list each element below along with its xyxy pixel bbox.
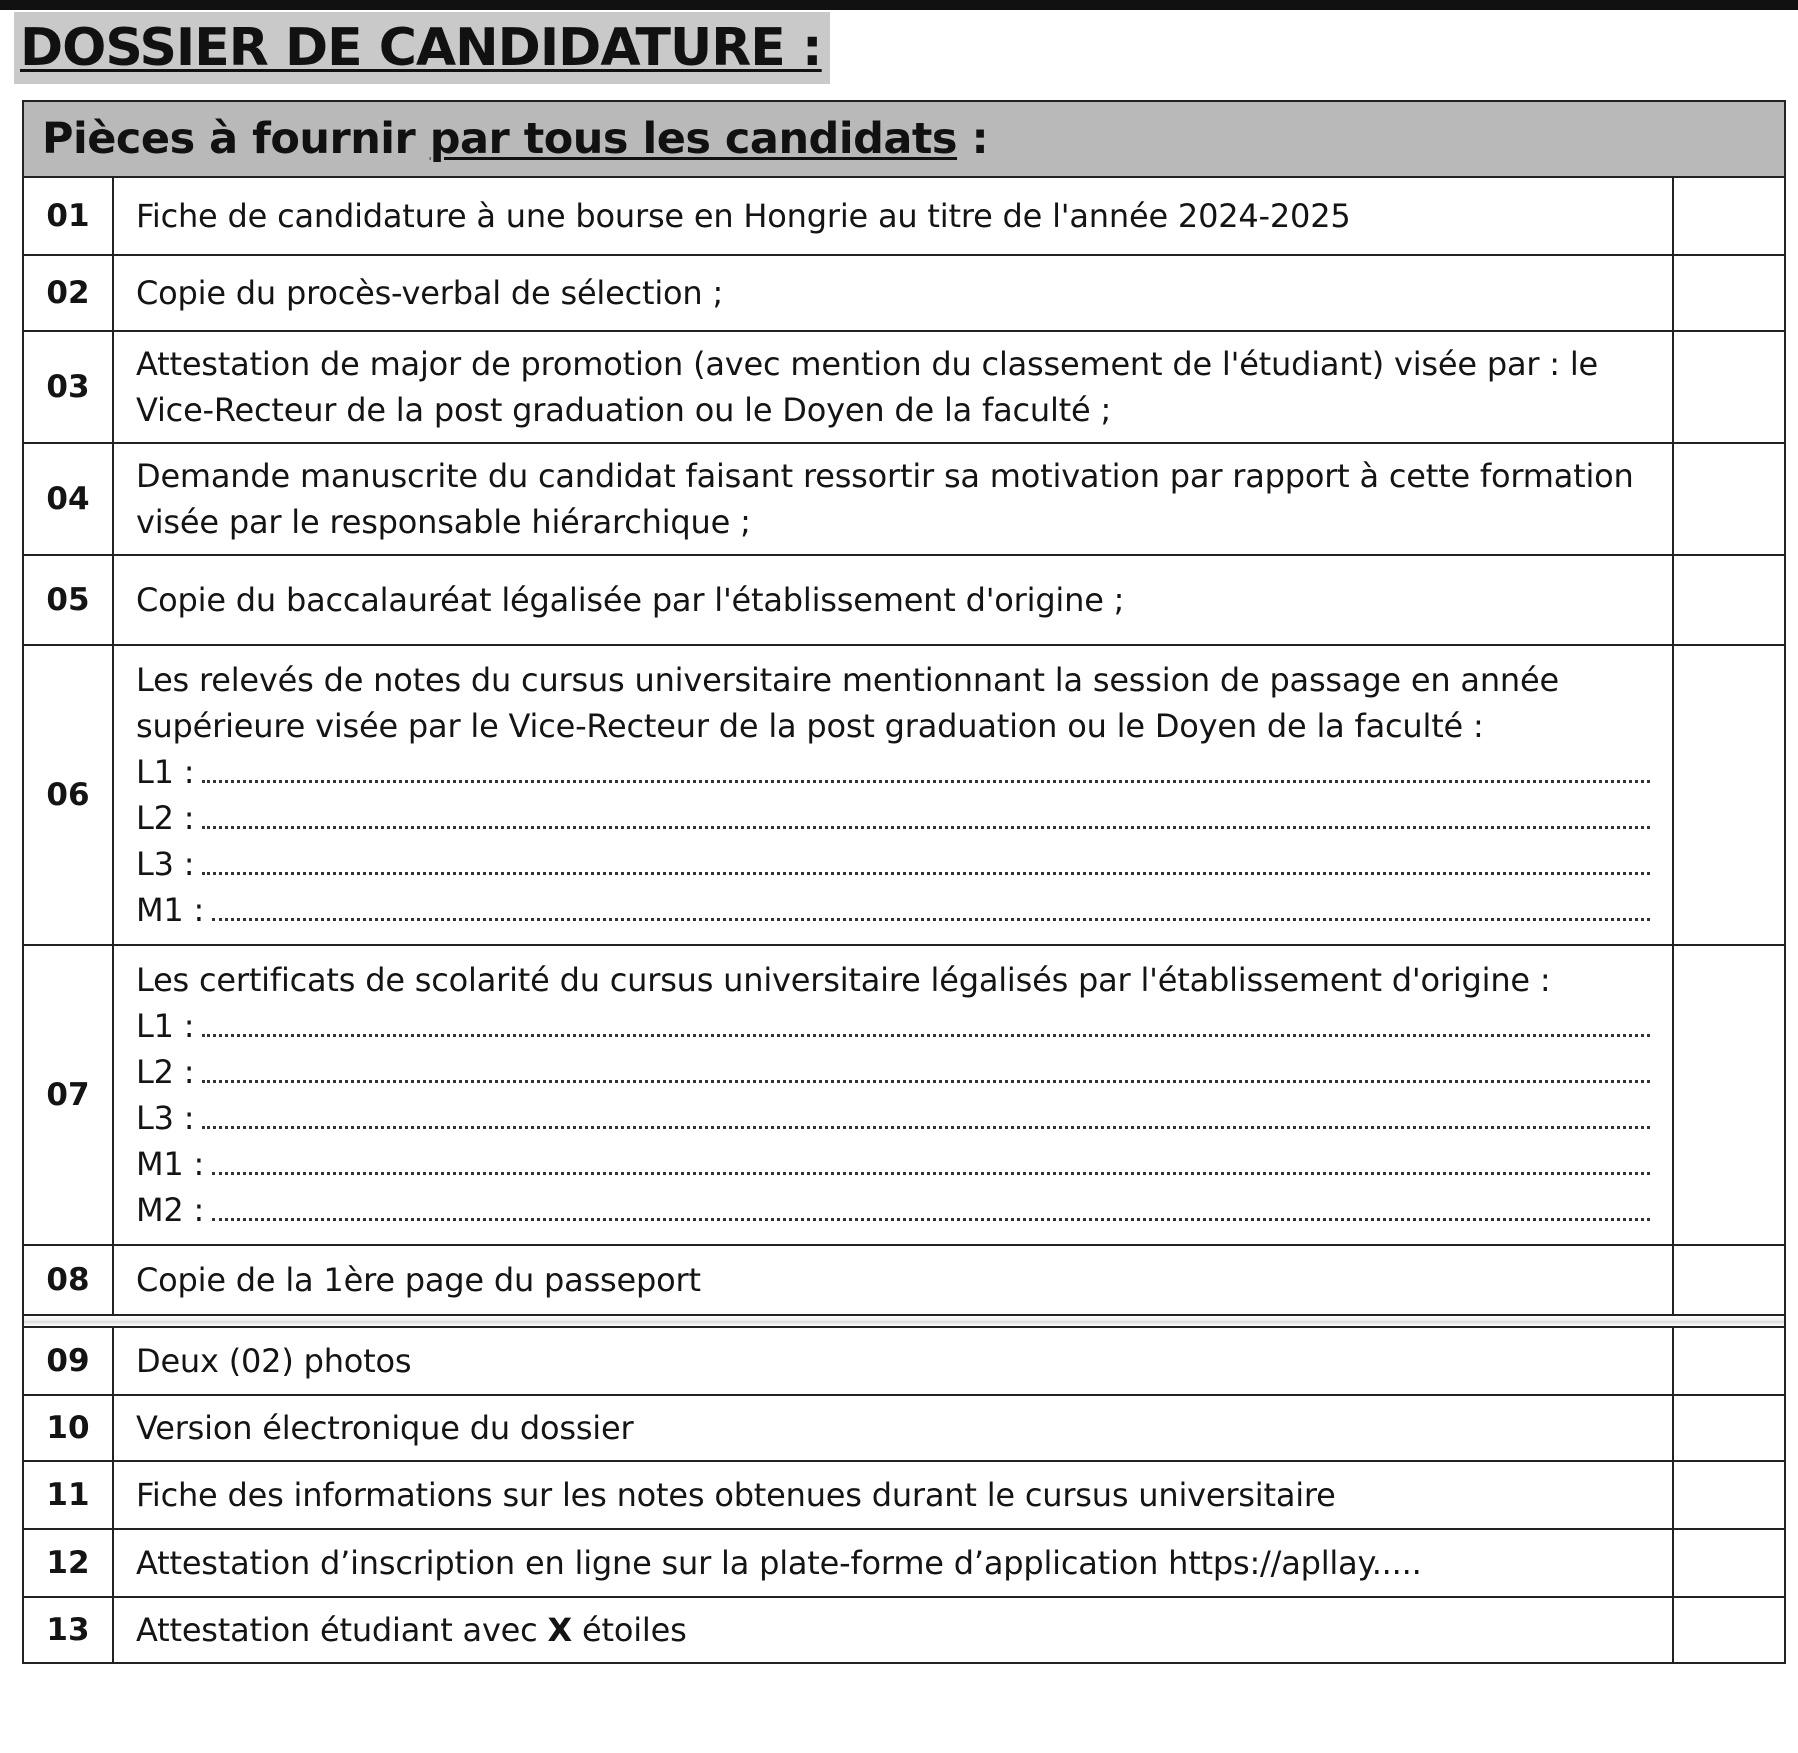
dotted-line	[212, 918, 1650, 921]
fill-field-l2[interactable]	[136, 795, 1650, 841]
checkbox-cell[interactable]	[1673, 945, 1785, 1245]
checkbox-cell[interactable]	[1673, 177, 1785, 255]
dotted-line	[212, 1172, 1650, 1175]
table-row	[23, 1529, 1785, 1597]
item-description: Copie du procès-verbal de sélection ;	[113, 255, 1673, 331]
item-description: Version électronique du dossier	[113, 1395, 1673, 1461]
table-row	[23, 645, 1785, 945]
table-row	[23, 945, 1785, 1245]
top-border	[0, 0, 1798, 10]
checkbox-cell[interactable]	[1673, 331, 1785, 443]
checkbox-cell[interactable]	[1673, 1529, 1785, 1597]
item-number: 10	[23, 1395, 113, 1461]
dotted-line	[202, 780, 1650, 783]
section-header-underlined: par tous les candidats	[429, 114, 958, 164]
dotted-line	[202, 1126, 1650, 1129]
item-number: 04	[23, 443, 113, 555]
item-number: 08	[23, 1245, 113, 1315]
requirements-sheet	[22, 100, 1786, 1664]
item-description: Copie de la 1ère page du passeport	[113, 1245, 1673, 1315]
checkbox-cell[interactable]	[1673, 1245, 1785, 1315]
section-header-suffix: :	[957, 114, 989, 164]
field-label: M1 :	[136, 1145, 205, 1183]
item-number: 01	[23, 177, 113, 255]
item-description	[113, 945, 1673, 1245]
item-description: Attestation de major de promotion (avec mention du classement de l'étudiant) visée par : le Vice-Recteur de la post graduation ou le Doyen de la faculté ;	[113, 331, 1673, 443]
item-description: Fiche de candidature à une bourse en Hongrie au titre de l'année 2024-2025	[113, 177, 1673, 255]
fill-field-l1[interactable]	[136, 749, 1650, 795]
table-row	[23, 1597, 1785, 1663]
item-number: 12	[23, 1529, 113, 1597]
field-label: L3 :	[136, 1099, 195, 1137]
field-label: L1 :	[136, 753, 195, 791]
item-text-bold: X	[547, 1611, 573, 1649]
item-number: 05	[23, 555, 113, 645]
field-label: M1 :	[136, 891, 205, 929]
checkbox-cell[interactable]	[1673, 555, 1785, 645]
checkbox-cell[interactable]	[1673, 645, 1785, 945]
dotted-line	[202, 1080, 1650, 1083]
item-text-after: étoiles	[572, 1611, 687, 1649]
item-number: 11	[23, 1461, 113, 1529]
fill-field-l1[interactable]	[136, 1003, 1650, 1049]
table-row	[23, 443, 1785, 555]
dotted-line	[202, 872, 1650, 875]
item-number: 07	[23, 945, 113, 1245]
dotted-line	[202, 1034, 1650, 1037]
table-row	[23, 177, 1785, 255]
fill-field-m1[interactable]	[136, 1141, 1650, 1187]
dotted-line	[212, 1218, 1650, 1221]
fill-field-l3[interactable]	[136, 841, 1650, 887]
checkbox-cell[interactable]	[1673, 255, 1785, 331]
item-description	[113, 645, 1673, 945]
field-label: L2 :	[136, 799, 195, 837]
field-label: M2 :	[136, 1191, 205, 1229]
field-label: L1 :	[136, 1007, 195, 1045]
item-number: 13	[23, 1597, 113, 1663]
checkbox-cell[interactable]	[1673, 1395, 1785, 1461]
table-row	[23, 1395, 1785, 1461]
item-text: Les relevés de notes du cursus universitaire mentionnant la session de passage en année supérieure visée par le Vice-Recteur de la post graduation ou le Doyen de la faculté :	[136, 661, 1559, 745]
item-number: 09	[23, 1327, 113, 1395]
item-description: Copie du baccalauréat légalisée par l'établissement d'origine ;	[113, 555, 1673, 645]
item-number: 03	[23, 331, 113, 443]
item-number: 02	[23, 255, 113, 331]
checkbox-cell[interactable]	[1673, 1461, 1785, 1529]
section-header	[22, 100, 1786, 176]
table-row	[23, 1245, 1785, 1315]
documents-table	[22, 176, 1786, 1316]
paper-fold	[22, 1316, 1786, 1326]
dotted-line	[202, 826, 1650, 829]
item-text: Les certificats de scolarité du cursus universitaire légalisés par l'établissement d'origine :	[136, 961, 1551, 999]
fill-field-l3[interactable]	[136, 1095, 1650, 1141]
table-row	[23, 255, 1785, 331]
documents-table-continued	[22, 1326, 1786, 1664]
item-description: Attestation d’inscription en ligne sur la plate-forme d’application https://apllay.....	[113, 1529, 1673, 1597]
item-description	[113, 1597, 1673, 1663]
item-number: 06	[23, 645, 113, 945]
item-description: Fiche des informations sur les notes obtenues durant le cursus universitaire	[113, 1461, 1673, 1529]
table-row	[23, 1461, 1785, 1529]
item-text-before: Attestation étudiant avec	[136, 1611, 548, 1649]
checkbox-cell[interactable]	[1673, 1327, 1785, 1395]
item-description: Deux (02) photos	[113, 1327, 1673, 1395]
section-header-prefix: Pièces à fournir	[42, 114, 430, 164]
fill-field-m1[interactable]	[136, 887, 1650, 933]
table-row	[23, 555, 1785, 645]
document-title: DOSSIER DE CANDIDATURE :	[14, 12, 830, 84]
fill-field-m2[interactable]	[136, 1187, 1650, 1233]
table-row	[23, 331, 1785, 443]
checkbox-cell[interactable]	[1673, 1597, 1785, 1663]
fill-field-l2[interactable]	[136, 1049, 1650, 1095]
item-description: Demande manuscrite du candidat faisant ressortir sa motivation par rapport à cette formation visée par le responsable hiérarchique ;	[113, 443, 1673, 555]
table-row	[23, 1327, 1785, 1395]
field-label: L3 :	[136, 845, 195, 883]
field-label: L2 :	[136, 1053, 195, 1091]
checkbox-cell[interactable]	[1673, 443, 1785, 555]
